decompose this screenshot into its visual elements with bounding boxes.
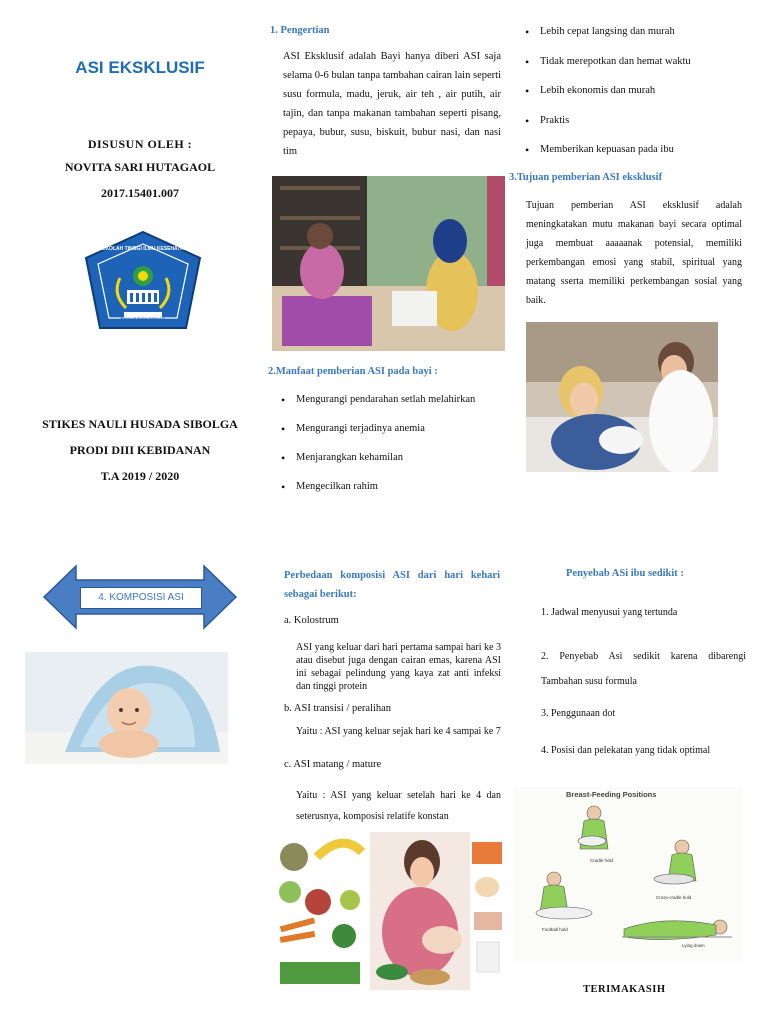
school-logo-icon <box>80 228 206 334</box>
program-name: PRODI DIII KEBIDANAN <box>69 443 211 457</box>
bf-label-lying-down: Lying down <box>682 943 705 948</box>
section1-text: ASI Eksklusif adalah Bayi hanya diberi ASI saja selama 0-6 bulan tanpa tambahan cairan lain seperti susu formula, madu, jeruk, air teh , air putih, air tajin, dan tanpa makanan tambahan seperti pisang, pepaya, bubur, susu, biskuit, bubur nasi, dan nasi tim <box>283 51 501 157</box>
advantages-list <box>522 26 752 174</box>
logo-text-bottom: NAULI HUSADA SIBOLGA <box>120 317 166 321</box>
cause-heading: Penyebab ASi ibu sedikit : <box>566 568 684 579</box>
list-item: • Memberikan kepuasan pada ibu <box>522 144 752 174</box>
counseling-photo <box>272 176 505 351</box>
academic-year: T.A 2019 / 2020 <box>100 469 180 483</box>
composition-c-label: c. ASI matang / mature <box>284 759 382 770</box>
cause-item-1: 1. Jadwal menyusui yang tertunda <box>541 607 678 618</box>
bf-chart-title: Breast-Feeding Positions <box>566 790 657 799</box>
benefits-list <box>278 394 503 510</box>
list-item: • Mengecilkan rahim <box>278 481 503 510</box>
composition-heading: Perbedaan komposisi ASI dari hari kehari sebagai berikut: <box>284 570 500 600</box>
bf-label-cross-cradle: Cross-cradle hold <box>656 895 692 900</box>
document-title: ASI EKSKLUSIF <box>75 58 205 77</box>
composition-b-label: b. ASI transisi / peralihan <box>284 703 392 714</box>
nutrition-collage-photo <box>272 832 505 990</box>
composition-c-text: Yaitu : ASI yang keluar setelah hari ke 4 dan seterusnya, komposisi relatife konstan <box>296 790 501 822</box>
composition-label-box: 4. KOMPOSISI ASI <box>80 587 202 609</box>
composition-b-text: Yaitu : ASI yang keluar sejak hari ke 4 sampai ke 7 <box>296 726 501 737</box>
closing-text: TERIMAKASIH <box>583 984 666 995</box>
composition-a-text: ASI yang keluar dari hari pertama sampai hari ke 3 atau disebut juga dengan cairan emas, karena ASI ini sebagai pelindung yang kaya zat anti infeksi dan tinggi protein <box>296 642 501 692</box>
author-name: NOVITA SARI HUTAGAOL <box>64 160 216 174</box>
cause-item-2: 2. Penyebab Asi sedikit karena dibarengi Tambahan susu formula <box>541 651 746 687</box>
section2-heading: 2.Manfaat pemberian ASI pada bayi : <box>268 366 438 377</box>
author-label: DISUSUN OLEH : <box>87 137 193 151</box>
list-item: • Lebih ekonomis dan murah <box>522 85 752 115</box>
list-item: • Praktis <box>522 115 752 145</box>
section3-text: Tujuan pemberian ASI eksklusif adalah meningkatakan mutu makanan bayi secara optimal juga membuat aaaaanak potensial, memiliki perkembangan emosi yang stabil, spiritual yang matang sserta memiliki perkembangan sosial yang baik. <box>526 200 742 306</box>
bf-label-football: Football hold <box>542 927 568 932</box>
list-item: • Tidak merepotkan dan hemat waktu <box>522 56 752 86</box>
cause-item-4: 4. Posisi dan pelekatan yang tidak optimal <box>541 745 711 756</box>
baby-photo <box>25 652 228 764</box>
list-item: • Mengurangi terjadinya anemia <box>278 423 503 452</box>
institution-name: STIKES NAULI HUSADA SIBOLGA <box>42 417 238 431</box>
section1-heading: 1. Pengertian <box>270 25 330 36</box>
list-item: • Lebih cepat langsing dan murah <box>522 26 752 56</box>
breastfeeding-positions-chart <box>514 787 742 961</box>
bf-label-cradle: Cradle hold <box>590 858 614 863</box>
list-item: • Menjarangkan kehamilan <box>278 452 503 481</box>
list-item: • Mengurangi pendarahan setlah melahirkan <box>278 394 503 423</box>
author-id: 2017.15401.007 <box>101 186 179 200</box>
cause-item-3: 3. Penggunaan dot <box>541 708 616 719</box>
nurse-mother-photo <box>526 322 718 472</box>
logo-text-top: SEKOLAH TINGGI ILMU KESEHATAN <box>98 246 188 252</box>
section3-heading: 3.Tujuan pemberian ASI eksklusif <box>509 172 663 183</box>
composition-a-label: a. Kolostrum <box>284 615 339 626</box>
